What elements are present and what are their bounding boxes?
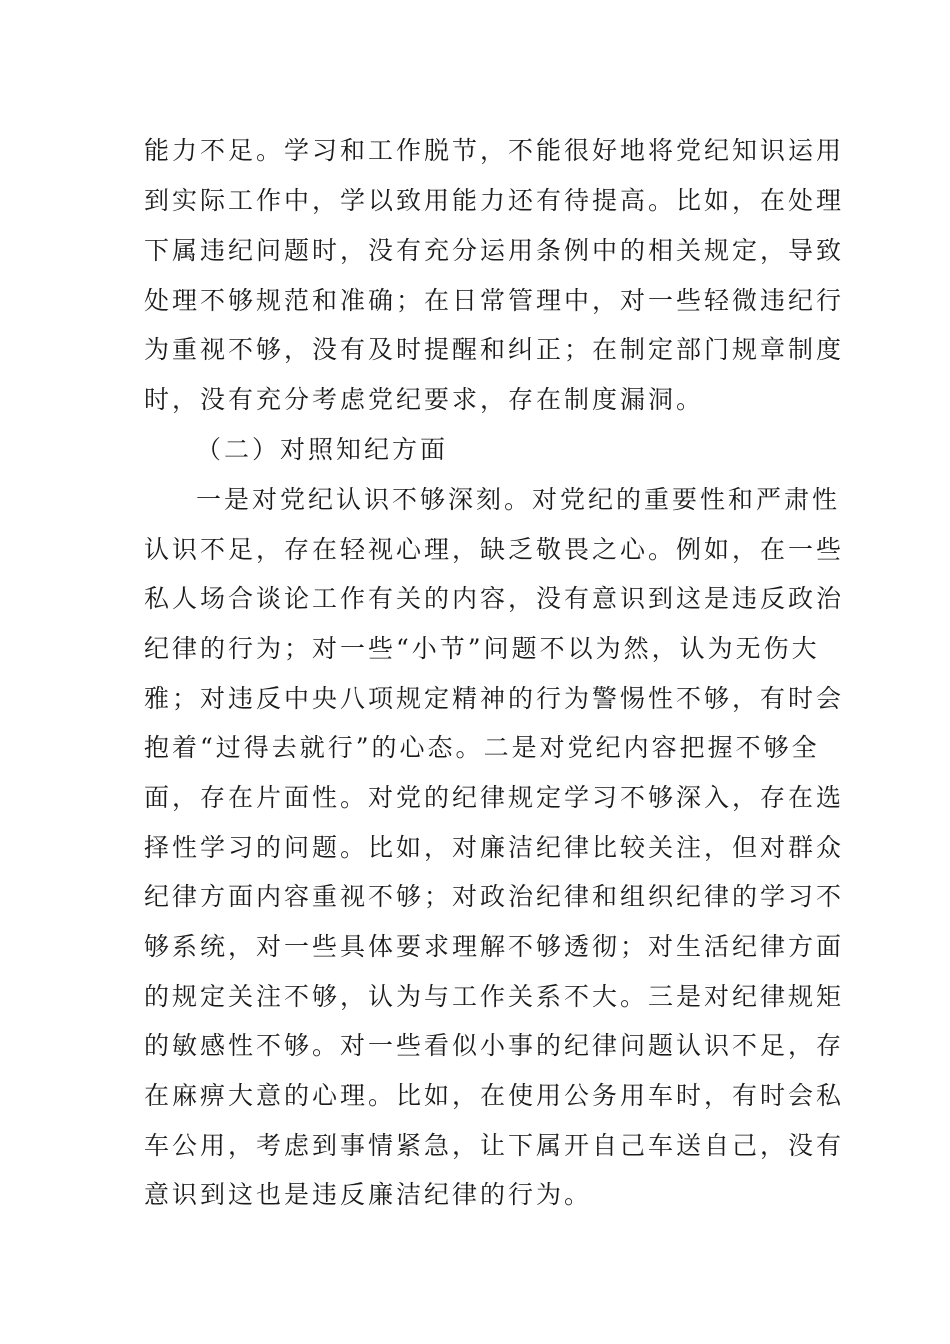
body-text-line: 够系统，对一些具体要求理解不够透彻；对生活纪律方面 [144,932,845,961]
body-text-line: 私人场合谈论工作有关的内容，没有意识到这是违反政治 [144,584,845,613]
body-text-line: 雅；对违反中央八项规定精神的行为警惕性不够，有时会 [144,684,845,713]
body-text-line: 认识不足，存在轻视心理，缺乏敬畏之心。例如，在一些 [144,535,845,564]
section-heading: （二）对照知纪方面 [196,435,449,464]
body-text-line: 在麻痹大意的心理。比如，在使用公务用车时，有时会私 [144,1081,845,1110]
body-text-line: 到实际工作中，学以致用能力还有待提高。比如，在处理 [144,186,845,215]
paragraph-first-line: 一是对党纪认识不够深刻。对党纪的重要性和严肃性 [196,485,841,514]
body-text-line: 的敏感性不够。对一些看似小事的纪律问题认识不足，存 [144,1031,845,1060]
body-text-line: 处理不够规范和准确；在日常管理中，对一些轻微违纪行 [144,286,845,315]
body-text-line: 抱着“过得去就行”的心态。二是对党纪内容把握不够全 [144,733,820,762]
body-text-line: 时，没有充分考虑党纪要求，存在制度漏洞。 [144,385,705,414]
body-text-line: 能力不足。学习和工作脱节，不能很好地将党纪知识运用 [144,136,845,165]
body-text-line: 下属违纪问题时，没有充分运用条例中的相关规定，导致 [144,236,845,265]
body-text-line: 纪律方面内容重视不够；对政治纪律和组织纪律的学习不 [144,882,845,911]
body-text-line: 车公用，考虑到事情紧急，让下属开自己车送自己，没有 [144,1131,845,1160]
body-text-line: 择性学习的问题。比如，对廉洁纪律比较关注，但对群众 [144,833,845,862]
body-text-line: 纪律的行为；对一些“小节”问题不以为然，认为无伤大 [144,634,820,663]
body-text-line: 意识到这也是违反廉洁纪律的行为。 [144,1180,593,1209]
body-text-line: 为重视不够，没有及时提醒和纠正；在制定部门规章制度 [144,335,845,364]
body-text-line: 面，存在片面性。对党的纪律规定学习不够深入，存在选 [144,783,845,812]
body-text-line: 的规定关注不够，认为与工作关系不大。三是对纪律规矩 [144,982,845,1011]
